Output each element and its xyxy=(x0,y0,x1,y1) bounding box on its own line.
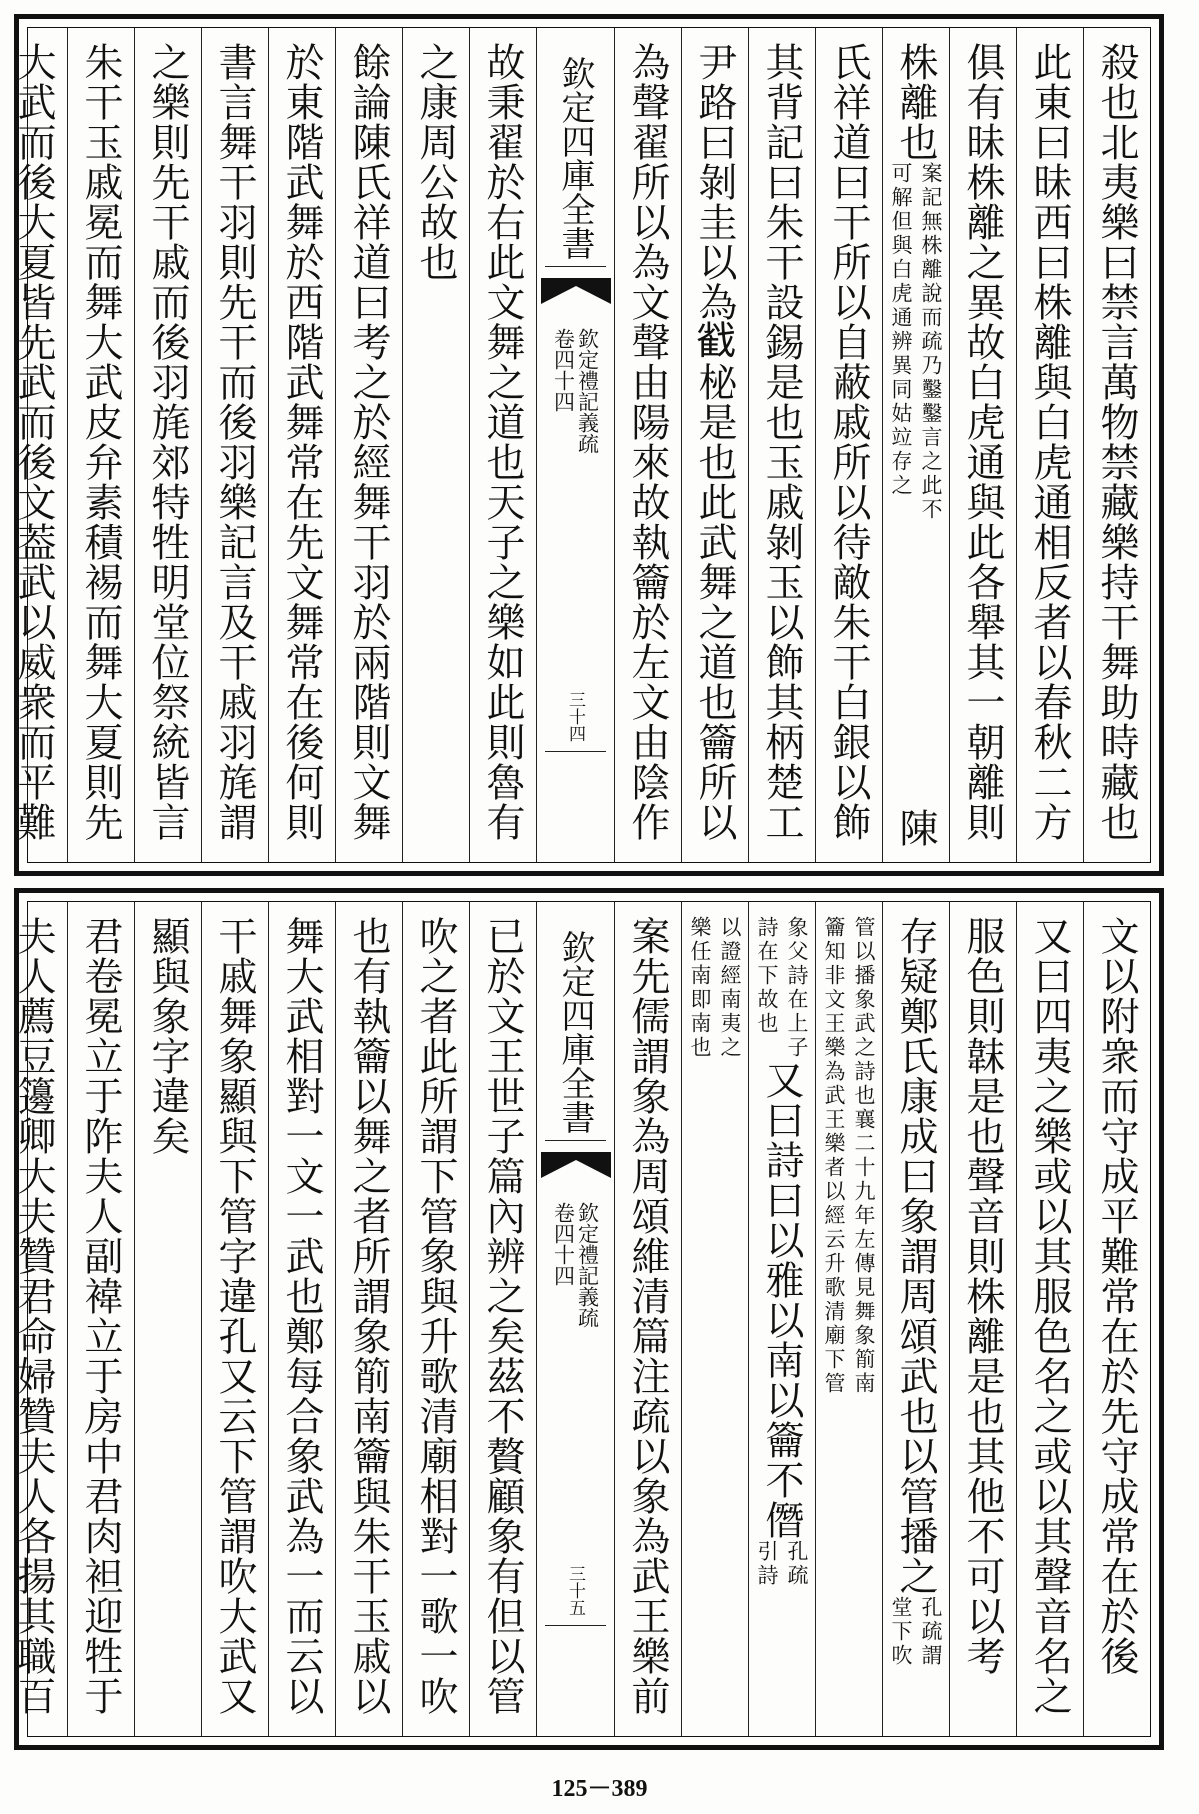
commentary-notes xyxy=(749,1540,815,1588)
center-column xyxy=(536,28,614,862)
text-column: 之樂則先干戚而後羽旄郊特牲明堂位祭統皆言 xyxy=(134,28,201,862)
text-column: 又曰四夷之樂或以其服色名之或以其聲音名之 xyxy=(1016,902,1083,1736)
text-column: 干戚舞象顯與下管字違孔又云下管謂吹大武又 xyxy=(201,902,268,1736)
text-column xyxy=(748,902,815,1736)
main-text: 又曰詩曰以雅以南以籥不僭 xyxy=(759,1060,804,1540)
commentary-column xyxy=(681,902,748,1736)
divider-line xyxy=(545,266,606,267)
main-text: 存疑鄭氏康成曰象謂周頌武也以管播之 xyxy=(893,916,938,1596)
fishtail-ornament-icon xyxy=(541,278,611,304)
text-column xyxy=(882,902,949,1736)
note-line: 象父詩在上子 xyxy=(785,916,809,1060)
note-line: 孔疏謂 xyxy=(919,1596,943,1668)
text-column: 吹之者此所謂下管象與升歌清廟相對一歌一吹 xyxy=(402,902,469,1736)
note-line: 孔疏 xyxy=(785,1540,809,1588)
folio-number: 三十五 xyxy=(565,1565,585,1616)
center-column xyxy=(536,902,614,1736)
note-line: 可解但與白虎通辨異同姑竝存之 xyxy=(889,162,913,498)
text-column: 舞大武相對一文一武也鄭每合象武為一而云以 xyxy=(268,902,335,1736)
upper-page-columns xyxy=(11,27,1151,863)
subtitle-line: 欽定禮記義疏 xyxy=(575,1202,600,1328)
divider-line xyxy=(545,751,606,752)
book-title: 欽定四庫全書 xyxy=(555,56,595,260)
text-column: 夫人薦豆籩卿大夫贊君命婦贊夫人各揚其職百 xyxy=(11,916,56,1716)
subtitle-line: 卷四十四 xyxy=(551,328,576,412)
text-column: 此東曰昧西曰株離與白虎通相反者以春秋二方 xyxy=(1016,28,1083,862)
text-column: 其背記曰朱干設錫是也玉戚剝玉以飾其柄楚工 xyxy=(748,28,815,862)
text-column: 故秉翟於右此文舞之道也天子之樂如此則魯有 xyxy=(469,28,536,862)
lower-page xyxy=(11,888,1164,1750)
text-column: 朱干玉戚冕而舞大武皮弁素積裼而舞大夏則先 xyxy=(67,28,134,862)
fishtail-ornament-icon xyxy=(541,1152,611,1178)
text-column: 案先儒謂象為周頌維清篇注疏以象為武王樂前 xyxy=(614,902,681,1736)
note-line: 樂任南即南也 xyxy=(688,916,712,1060)
note-line: 管以播象武之詩也襄二十九年左傳見舞象箾南 xyxy=(852,916,876,1396)
text-column: 餘論陳氏祥道曰考之於經舞干羽於兩階則文舞 xyxy=(335,28,402,862)
volume-subtitle xyxy=(537,328,614,454)
main-text: 陳 xyxy=(893,808,938,848)
subtitle-line: 欽定禮記義疏 xyxy=(575,328,600,454)
volume-subtitle xyxy=(537,1202,614,1328)
text-column: 俱有昧株離之異故白虎通與此各舉其一朝離則 xyxy=(949,28,1016,862)
text-column: 氏祥道曰干所以自蔽戚所以待敵朱干白銀以飾 xyxy=(815,28,882,862)
commentary-notes xyxy=(883,162,949,522)
commentary-notes xyxy=(749,916,815,1060)
text-column: 也有執籥以舞之者所謂象箾南籥與朱干玉戚以 xyxy=(335,902,402,1736)
text-column: 於東階武舞於西階武舞常在先文舞常在後何則 xyxy=(268,28,335,862)
commentary-column xyxy=(815,902,882,1736)
text-column: 尹路曰剝圭以為𢧵柲是也此武舞之道也籥所以 xyxy=(681,28,748,862)
divider-line xyxy=(545,1140,606,1141)
note-line: 案記無株離說而疏乃鑿鑿言之此不 xyxy=(919,162,943,522)
text-column: 顯與象字違矣 xyxy=(134,902,201,1736)
note-line: 籥知非文王樂為武王樂者以經云升歌清廟下管 xyxy=(822,916,846,1396)
note-line: 以證經南夷之 xyxy=(718,916,742,1060)
text-column: 文以附衆而守成平難常在於先守成常在於後 xyxy=(1083,902,1150,1736)
commentary-notes xyxy=(883,1596,949,1668)
text-column: 已於文王世子篇內辨之矣茲不贅顧象有但以管 xyxy=(469,902,536,1736)
page-footer-number: 125－389 xyxy=(551,1776,648,1802)
text-column: 殺也北夷樂曰禁言萬物禁藏樂持干舞助時藏也 xyxy=(1083,28,1150,862)
text-column: 書言舞干羽則先干而後羽樂記言及干戚羽旄謂 xyxy=(201,28,268,862)
main-text: 株離也 xyxy=(893,42,938,162)
note-line: 詩在下故也 xyxy=(755,916,779,1036)
text-column xyxy=(882,28,949,862)
note-line: 引詩 xyxy=(755,1540,779,1588)
upper-page xyxy=(11,14,1164,876)
text-column: 君卷冕立于阼夫人副褘立于房中君肉袒迎牲于 xyxy=(67,902,134,1736)
text-column: 大武而後大夏皆先武而後文葢武以威衆而平難 xyxy=(11,42,56,842)
note-line: 堂下吹 xyxy=(889,1596,913,1668)
lower-page-columns xyxy=(11,901,1151,1737)
book-title: 欽定四庫全書 xyxy=(555,930,595,1134)
text-column: 服色則韎是也聲音則株離是也其他不可以考 xyxy=(949,902,1016,1736)
subtitle-line: 卷四十四 xyxy=(551,1202,576,1286)
folio-number: 三十四 xyxy=(565,691,585,742)
divider-line xyxy=(545,1625,606,1626)
text-column: 之康周公故也 xyxy=(402,28,469,862)
text-column: 為聲翟所以為文聲由陽來故執籥於左文由陰作 xyxy=(614,28,681,862)
